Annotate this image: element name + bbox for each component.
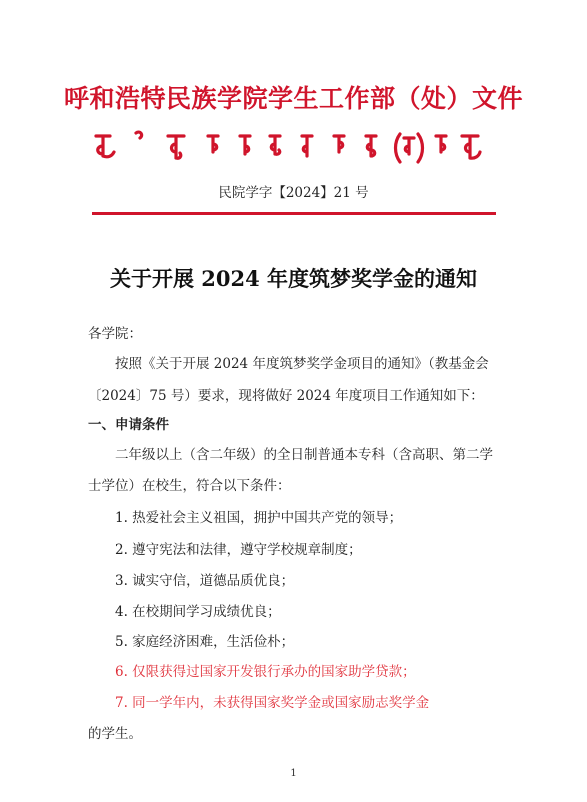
- document-number: 民院学字【2024】21 号: [218, 185, 369, 201]
- notice-title: 关于开展 2024 年度筑梦奖学金的通知: [109, 266, 478, 291]
- condition-item: 5. 家庭经济困难，生活俭朴；: [115, 634, 295, 650]
- condition-item-highlighted: 6. 仅限获得过国家开发银行承办的国家助学贷款；: [115, 664, 416, 680]
- red-header-divider: [92, 212, 496, 215]
- eligibility-paragraph-line: 二年级以上（含二年级）的全日制普通本专科（含高职、第二学: [115, 447, 493, 463]
- salutation: 各学院：: [88, 326, 142, 342]
- issuing-organization-title: 呼和浩特民族学院学生工作部（处）文件: [63, 84, 523, 113]
- intro-paragraph-line: 按照《关于开展 2024 年度筑梦奖学金项目的通知》（教基金会: [115, 356, 489, 372]
- page-number: 1: [290, 768, 297, 779]
- condition-item: 4. 在校期间学习成绩优良；: [115, 604, 281, 620]
- intro-paragraph-line: 〔2024〕75 号）要求，现将做好 2024 年度项目工作通知如下：: [88, 388, 484, 404]
- condition-item-continuation: 的学生。: [88, 726, 142, 742]
- condition-item: 1. 热爱社会主义祖国，拥护中国共产党的领导；: [115, 510, 403, 526]
- condition-item: 3. 诚实守信，道德品质优良；: [115, 573, 295, 589]
- mongolian-script-line: [88, 126, 500, 166]
- eligibility-paragraph-line: 士学位）在校生，符合以下条件：: [88, 478, 291, 494]
- condition-item-highlighted: 7. 同一学年内，未获得国家奖学金或国家励志奖学金: [115, 695, 430, 711]
- section-heading: 一、申请条件: [88, 417, 169, 433]
- condition-item: 2. 遵守宪法和法律，遵守学校规章制度；: [115, 542, 362, 558]
